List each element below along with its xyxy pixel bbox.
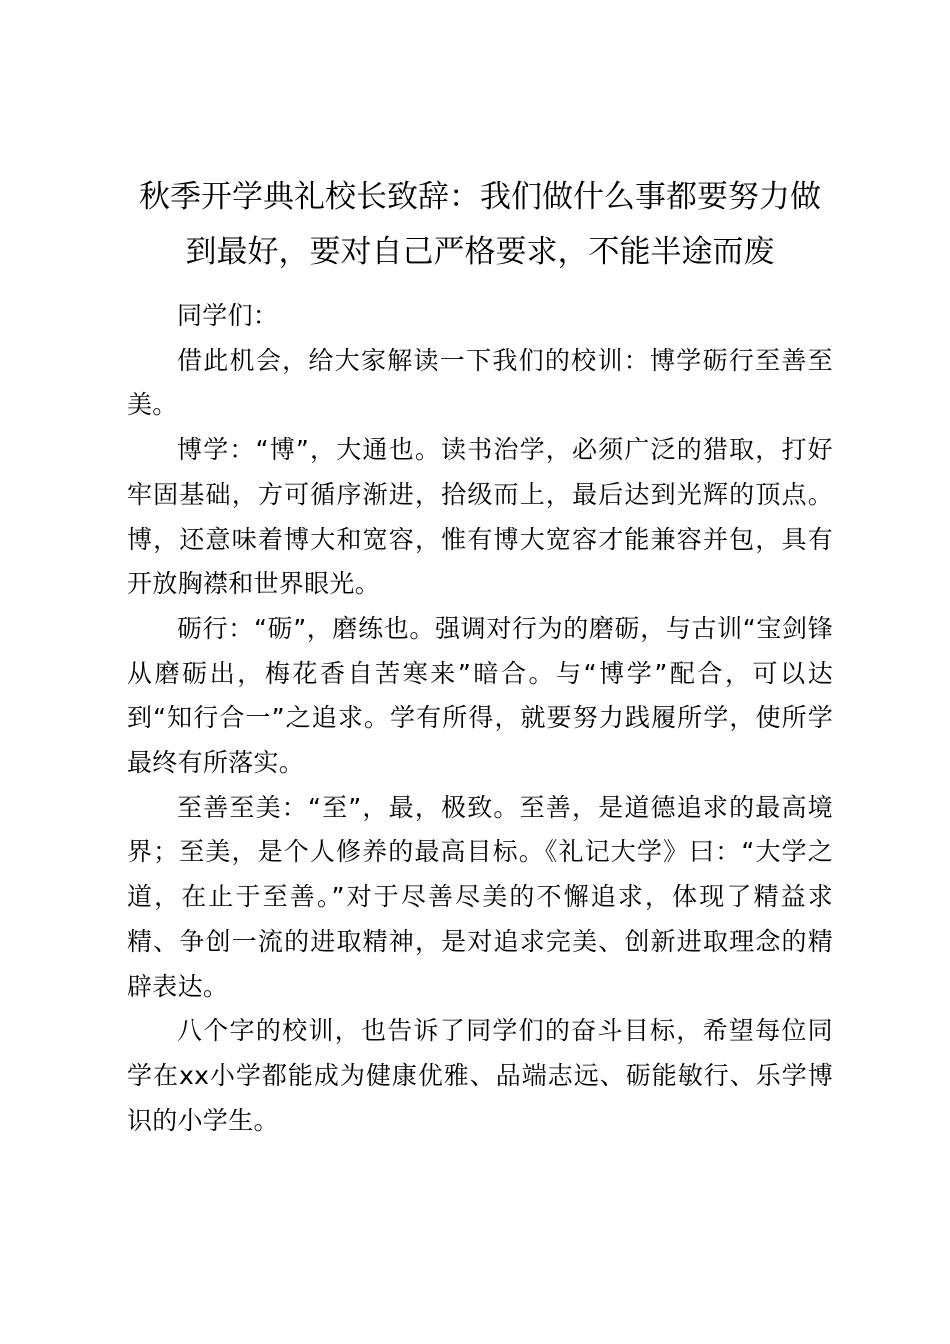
paragraph-closing: 八个字的校训，也告诉了同学们的奋斗目标，希望每位同学在xx小学都能成为健康优雅、品端志远、砺能敏行、乐学博识的小学生。 — [127, 1016, 833, 1135]
document-title: 秋季开学典礼校长致辞：我们做什么事都要努力做到最好，要对自己严格要求，不能半途而废 — [139, 179, 821, 270]
paragraph-zhishan-zhimei: 至善至美：“至”，最，极致。至善，是道德追求的最高境界；至美，是个人修养的最高目标。《礼记大学》曰：“大学之道，在止于至善。”对于尽善尽美的不懈追求，体现了精益求精、争创一流的进取精神，是对追求完美、创新进取理念的精辟表达。 — [127, 792, 833, 1001]
paragraph-boxue: 博学：“博”，大通也。读书治学，必须广泛的猎取，打好牢固基础，方可循序渐进，拾级而上，最后达到光辉的顶点。博，还意味着博大和宽容，惟有博大宽容才能兼容并包，具有开放胸襟和世界眼光。 — [127, 435, 833, 599]
paragraph-motto-intro: 借此机会，给大家解读一下我们的校训：博学砺行至善至美。 — [127, 345, 833, 420]
salutation: 同学们： — [177, 301, 279, 330]
paragraph-lixing: 砺行：“砺”，磨练也。强调对行为的磨砺，与古训“宝剑锋从磨砺出，梅花香自苦寒来”暗合。与“博学”配合，可以达到“知行合一”之追求。学有所得，就要努力践履所学，使所学最终有所落实。 — [127, 613, 833, 778]
document-page — [127, 170, 833, 1143]
